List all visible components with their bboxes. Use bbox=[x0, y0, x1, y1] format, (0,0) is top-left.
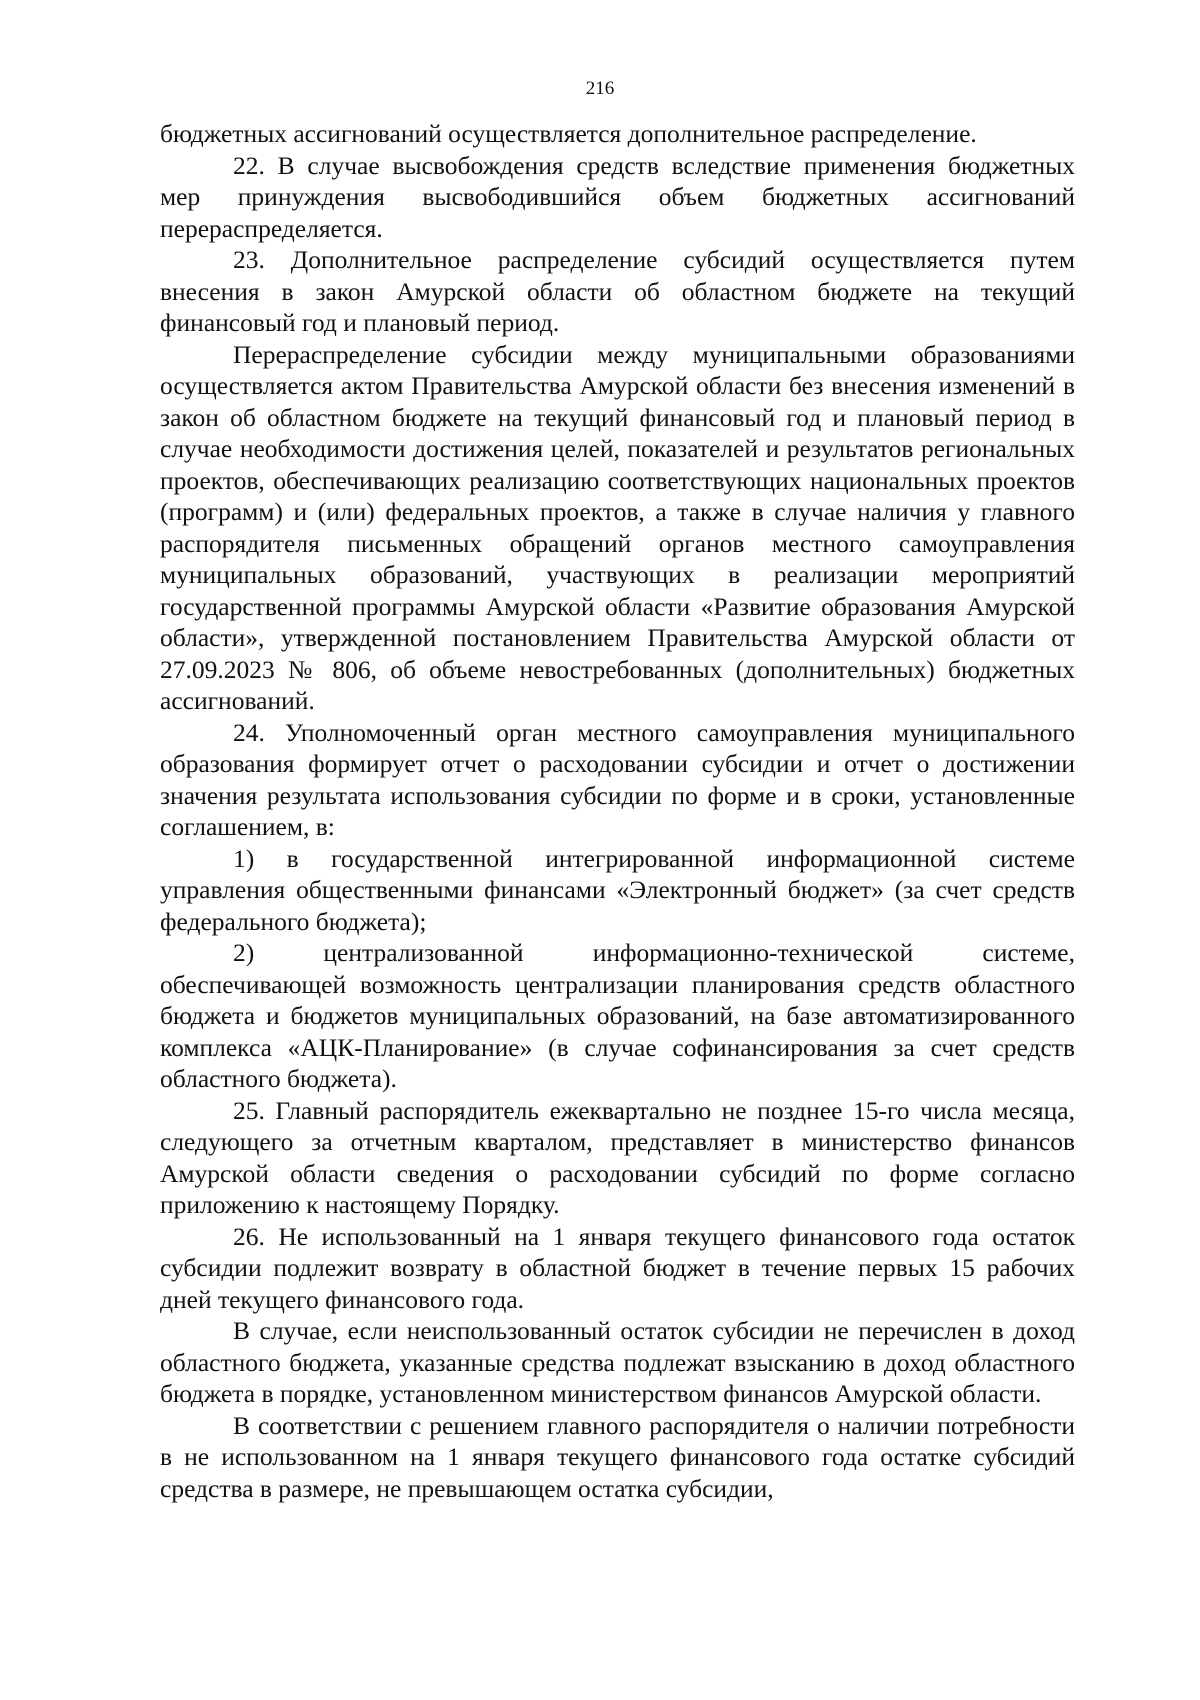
paragraph-clause-25: 25. Главный распорядитель ежеквартально не позднее 15-го числа месяца, следующего за отчетным кварталом, представляет в министерство финансов Амурской области сведения о расходовании субсидий по форме согласно приложению к настоящему Порядку. bbox=[160, 1095, 1075, 1219]
page-number: 216 bbox=[585, 78, 615, 99]
paragraph-clause-23: 23. Дополнительное распределение субсидий осуществляется путем внесения в закон Амурской области об областном бюджете на текущий финансовый год и плановый период. bbox=[160, 245, 1075, 337]
paragraph-decision: В соответствии с решением главного распорядителя о наличии потребности в не использованном на 1 января текущего финансового года остатке субсидий средства в размере, не превышающем остатка субсидии, bbox=[160, 1410, 1075, 1503]
paragraph-clause-26: 26. Не использованный на 1 января текущего финансового года остаток субсидии подлежит возврату в областной бюджет в течение первых 15 рабочих дней текущего финансового года. bbox=[160, 1221, 1075, 1314]
paragraph-item-1: 1) в государственной интегрированной информационной системе управления общественными финансами «Электронный бюджет» (за счет средств федерального бюджета); bbox=[160, 843, 1075, 936]
paragraph-clause-24: 24. Уполномоченный орган местного самоуправления муниципального образования формирует отчет о расходовании субсидии и отчет о достижении значения результата использования субсидии по форме и в сроки, установленные соглашением, в: bbox=[160, 717, 1075, 841]
paragraph-redistribution: Перераспределение субсидии между муниципальными образованиями осуществляется актом Правительства Амурской области без внесения изменений в закон об областном бюджете на текущий финансовый год и плановый период в случае необходимости достижения целей, показателей и результатов региональных проектов, обеспечивающих реализацию соответствующих национальных проектов (программ) и (или) федеральных проектов, а также в случае наличия у главного распорядителя письменных обращений органов местного самоуправления муниципальных образований, участвующих в реализации мероприятий государственной программы Амурской области «Развитие образования Амурской области», утвержденной постановлением Правительства Амурской области от 27.09.2023 № 806, об объеме невостребованных (дополнительных) бюджетных ассигнований. bbox=[160, 339, 1075, 715]
paragraph-recovery: В случае, если неиспользованный остаток субсидии не перечислен в доход областного бюджета, указанные средства подлежат взысканию в доход областного бюджета в порядке, установленном министерством финансов Амурской области. bbox=[160, 1316, 1075, 1408]
paragraph-item-2: 2) централизованной информационно-технической системе, обеспечивающей возможность централизации планирования средств областного бюджета и бюджетов муниципальных образований, на базе автоматизированного комплекса «АЦК-Планирование» (в случае софинансирования за счет средств областного бюджета). bbox=[160, 938, 1075, 1093]
paragraph-clause-22: 22. В случае высвобождения средств вследствие применения бюджетных мер принуждения высвободившийся объем бюджетных ассигнований перераспределяется. bbox=[160, 150, 1075, 243]
paragraph-continuation: бюджетных ассигнований осуществляется дополнительное распределение. bbox=[160, 119, 977, 148]
document-body bbox=[160, 118, 1075, 1504]
